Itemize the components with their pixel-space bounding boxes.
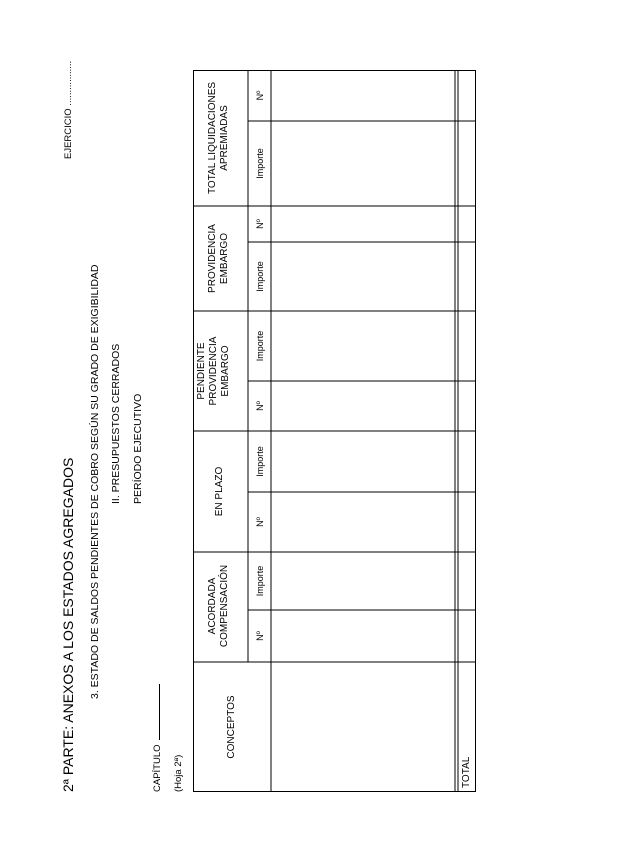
receivables-table — [193, 70, 476, 792]
col-acordada-numero: Nº — [255, 631, 265, 641]
sheet-label: (Hoja 2ª) — [173, 754, 184, 792]
total-label: TOTAL — [461, 756, 472, 788]
col-en-plazo-importe: Importe — [255, 446, 265, 477]
period-title: PERÍODO EJECUTIVO — [132, 393, 144, 504]
group-header-acordada: ACORDADA COMPENSACIÓN — [207, 564, 230, 648]
group-header-total-liquidaciones: TOTAL LIQUIDACIONES APREMIADAS — [207, 81, 230, 195]
conceptos-header: CONCEPTOS — [226, 695, 237, 759]
statement-title: 3. ESTADO DE SALDOS PENDIENTES DE COBRO SEGÚN SU GRADO DE EXIGIBILIDAD — [89, 264, 101, 699]
group-header-pendiente: PENDIENTE PROVIDENCIA EMBARGO — [196, 336, 231, 406]
group-header-en-plazo: EN PLAZO — [214, 466, 225, 517]
capitulo-underline — [159, 684, 160, 740]
col-pendiente-importe: Importe — [255, 330, 265, 362]
col-pendiente-numero: Nº — [255, 401, 265, 411]
col-en-plazo-numero: Nº — [255, 517, 265, 527]
col-providencia-numero: Nº — [255, 219, 265, 229]
capitulo-label: CAPÍTULO — [152, 684, 163, 792]
col-acordada-importe: Importe — [255, 565, 265, 597]
group-header-providencia: PROVIDENCIA EMBARGO — [207, 224, 230, 293]
col-total-numero: Nº — [255, 90, 265, 101]
section-title: II. PRESUPUESTOS CERRADOS — [110, 343, 122, 504]
col-total-importe: Importe — [255, 148, 265, 179]
ejercicio-field: EJERCICIO ................. — [63, 60, 74, 159]
part-title: 2ª PARTE: ANEXOS A LOS ESTADOS AGREGADOS — [60, 457, 76, 792]
col-providencia-importe: Importe — [255, 261, 265, 292]
